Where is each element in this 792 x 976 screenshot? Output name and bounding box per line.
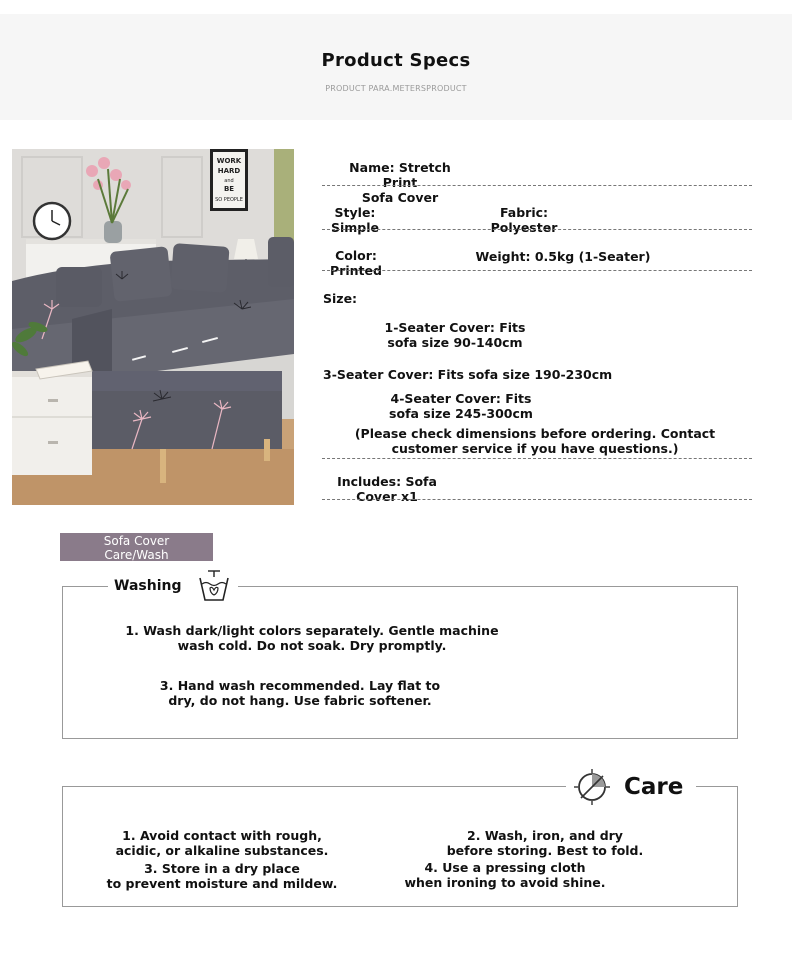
spec-name-line: Name: Stretch Print (349, 160, 451, 190)
spec-size-label: Size: (323, 291, 358, 306)
spec-size-1-seater (380, 320, 530, 350)
spec-includes-line: Includes: Sofa (337, 474, 437, 489)
care-title: Care (624, 774, 684, 800)
divider (322, 270, 752, 271)
spec-fabric-label: Fabric: (499, 205, 549, 220)
spec-note-line: customer service if you have questions.) (391, 441, 679, 456)
care-wash-tag (60, 533, 213, 561)
washing-box (62, 586, 738, 739)
wash-basin-icon (196, 568, 232, 604)
poster-line: SO PEOPLE (215, 197, 243, 203)
spec-color-label: Color: (335, 248, 377, 263)
sofa-illustration (12, 149, 294, 505)
care-item-line: 3. Store in a dry place (144, 861, 300, 876)
poster-line: HARD (217, 167, 241, 175)
care-circle-icon (572, 767, 612, 807)
care-item-line: 2. Wash, iron, and dry (467, 828, 623, 843)
washing-item-line: wash cold. Do not soak. Dry promptly. (177, 638, 447, 653)
spec-size-4-seater (384, 391, 538, 421)
spec-color-value: Printed (330, 263, 382, 278)
spec-name (330, 160, 470, 205)
care-item-2 (440, 828, 650, 858)
poster-line: and (224, 178, 234, 184)
page-title: Product Specs (321, 50, 471, 71)
care-item-line: to prevent moisture and mildew. (106, 876, 338, 891)
spec-note-line: (Please check dimensions before ordering. Contact (354, 426, 716, 441)
divider (322, 185, 752, 186)
spec-size-line: 4-Seater Cover: Fits (390, 391, 532, 406)
care-item-1 (104, 828, 340, 858)
page-header (0, 14, 792, 120)
washing-item-1 (122, 623, 502, 653)
care-item-line: acidic, or alkaline substances. (115, 843, 329, 858)
divider (322, 499, 752, 500)
washing-item-3 (150, 678, 450, 708)
spec-size-line: sofa size 90-140cm (387, 335, 523, 350)
care-item-line: when ironing to avoid shine. (404, 875, 606, 890)
spec-note (354, 426, 716, 456)
care-item-line: 1. Avoid contact with rough, (122, 828, 322, 843)
care-item-3 (100, 861, 344, 891)
divider (322, 229, 752, 230)
spec-size-line: sofa size 245-300cm (389, 406, 533, 421)
divider (322, 458, 752, 459)
care-item-line: 4. Use a pressing cloth (424, 860, 586, 875)
spec-weight: Weight: 0.5kg (1-Seater) (475, 249, 651, 264)
washing-item-line: 3. Hand wash recommended. Lay flat to (159, 678, 441, 693)
spec-size-3-seater: 3-Seater Cover: Fits sofa size 190-230cm (323, 367, 613, 382)
care-item-line: before storing. Best to fold. (446, 843, 644, 858)
poster-line: WORK (216, 157, 242, 165)
spec-includes-line: Cover x1 (356, 489, 418, 504)
spec-style (326, 205, 384, 235)
spec-fabric-value: Polyester (490, 220, 558, 235)
spec-style-label: Style: (334, 205, 376, 220)
poster-line: BE (223, 185, 235, 193)
care-wash-tag-line: Sofa Cover (103, 534, 170, 548)
spec-name-line: Sofa Cover (361, 190, 439, 205)
spec-color (326, 248, 386, 278)
spec-style-value: Simple (330, 220, 380, 235)
washing-item-line: dry, do not hang. Use fabric softener. (168, 693, 432, 708)
washing-title: Washing (114, 578, 182, 594)
care-wash-tag-line: Care/Wash (104, 548, 169, 562)
care-item-4 (400, 860, 610, 890)
washing-item-line: 1. Wash dark/light colors separately. Gentle machine (125, 623, 499, 638)
page-subtitle: PRODUCT PARA.METERSPRODUCT (325, 84, 467, 93)
spec-fabric (484, 205, 564, 235)
product-photo (12, 149, 294, 505)
spec-size-line: 1-Seater Cover: Fits (384, 320, 526, 335)
